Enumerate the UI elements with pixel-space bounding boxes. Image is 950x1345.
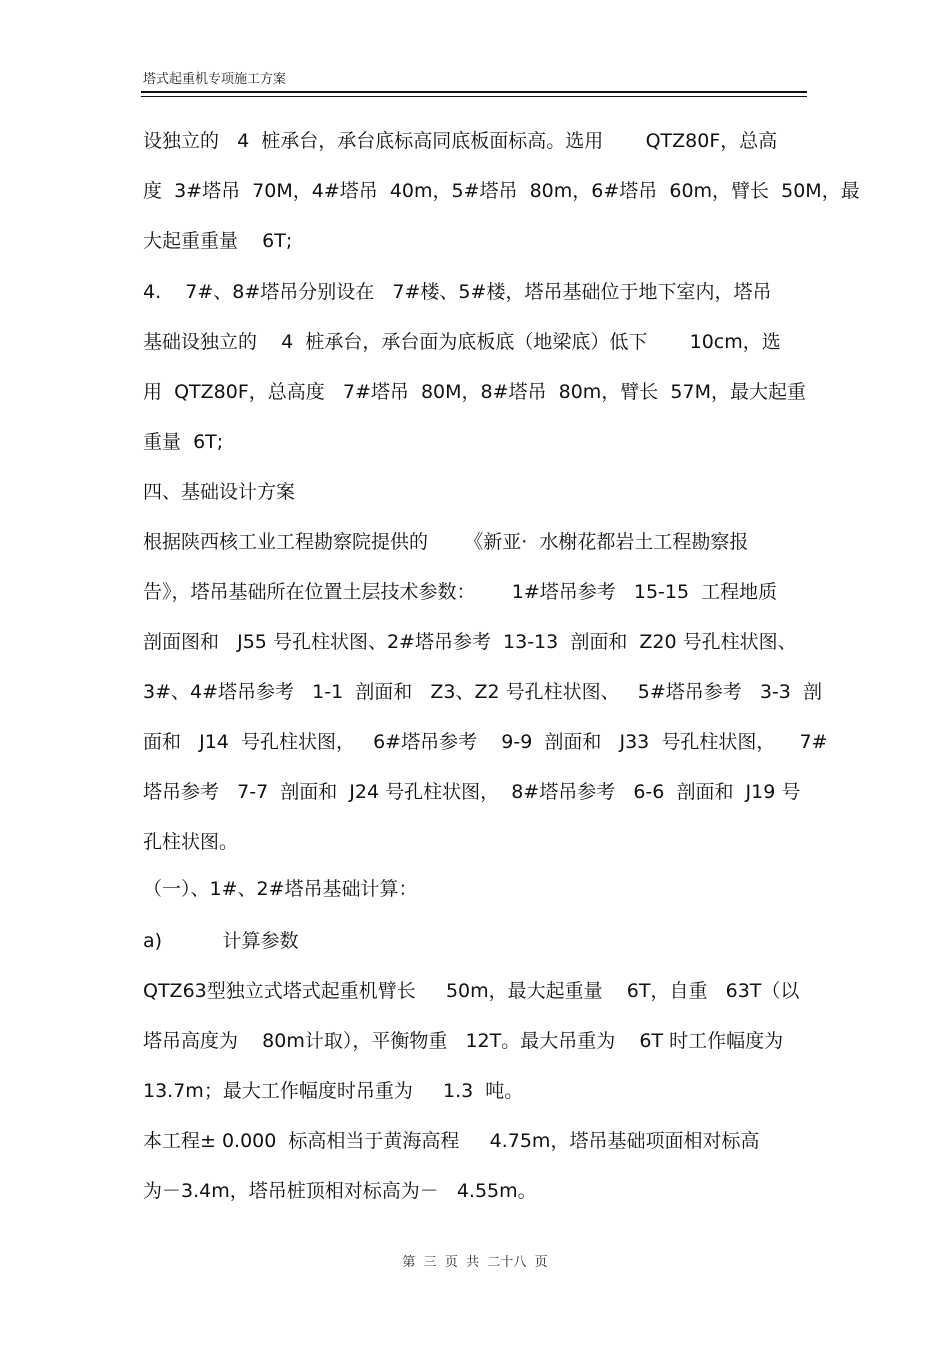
sub-item-heading: a) 计算参数 xyxy=(143,930,299,952)
subsection-heading: （一）、1#、2#塔吊基础计算： xyxy=(143,878,418,900)
body-line: 用 QTZ80F，总高度 7#塔吊 80M，8#塔吊 80m，臂长 57M，最大起重 xyxy=(143,381,806,403)
body-line: 为－3.4m，塔吊桩顶相对标高为－ 4.55m。 xyxy=(143,1180,537,1202)
body-line: 本工程± 0.000 标高相当于黄海高程 4.75m，塔吊基础项面相对标高 xyxy=(143,1130,760,1152)
body-line: 设独立的 4 桩承台，承台底标高同底板面标高。选用 QTZ80F，总高 xyxy=(143,130,778,152)
body-line: 孔柱状图。 xyxy=(143,831,239,853)
header-rule-thin xyxy=(141,96,807,97)
body-line: 3#、4#塔吊参考 1-1 剖面和 Z3、Z2 号孔柱状图、 5#塔吊参考 3-3 剖 xyxy=(143,681,822,703)
body-line: 塔吊高度为 80m计取），平衡物重 12T。最大吊重为 6T 时工作幅度为 xyxy=(143,1030,784,1052)
body-line: 4. 7#、8#塔吊分别设在 7#楼、5#楼，塔吊基础位于地下室内，塔吊 xyxy=(143,281,772,303)
body-line: 度 3#塔吊 70M，4#塔吊 40m，5#塔吊 80m，6#塔吊 60m，臂长 50M，最 xyxy=(143,180,860,202)
body-line: 基础设独立的 4 桩承台，承台面为底板底（地梁底）低下 10cm，选 xyxy=(143,331,781,353)
header-title: 塔式起重机专项施工方案 xyxy=(143,72,287,87)
body-line: 大起重重量 6T; xyxy=(143,230,293,252)
header-rule-thick xyxy=(141,91,807,93)
body-line: 剖面图和 J55 号孔柱状图、2#塔吊参考 13-13 剖面和 Z20 号孔柱状图、 xyxy=(143,631,797,653)
body-line: QTZ63型独立式塔式起重机臂长 50m，最大起重量 6T，自重 63T（以 xyxy=(143,980,800,1002)
body-line: 告》，塔吊基础所在位置土层技术参数： 1#塔吊参考 15-15 工程地质 xyxy=(143,581,778,603)
page-footer: 第 三 页 共 二十八 页 xyxy=(402,1255,548,1270)
body-line: 塔吊参考 7-7 剖面和 J24 号孔柱状图， 8#塔吊参考 6-6 剖面和 J19 号 xyxy=(143,781,801,803)
body-line: 面和 J14 号孔柱状图， 6#塔吊参考 9-9 剖面和 J33 号孔柱状图， 7# xyxy=(143,731,828,753)
section-heading: 四、基础设计方案 xyxy=(143,481,296,503)
body-line: 根据陕西核工业工程勘察院提供的 《新亚· 水榭花都岩土工程勘察报 xyxy=(143,531,749,553)
body-line: 13.7m；最大工作幅度时吊重为 1.3 吨。 xyxy=(143,1080,524,1102)
body-line: 重量 6T; xyxy=(143,431,224,453)
